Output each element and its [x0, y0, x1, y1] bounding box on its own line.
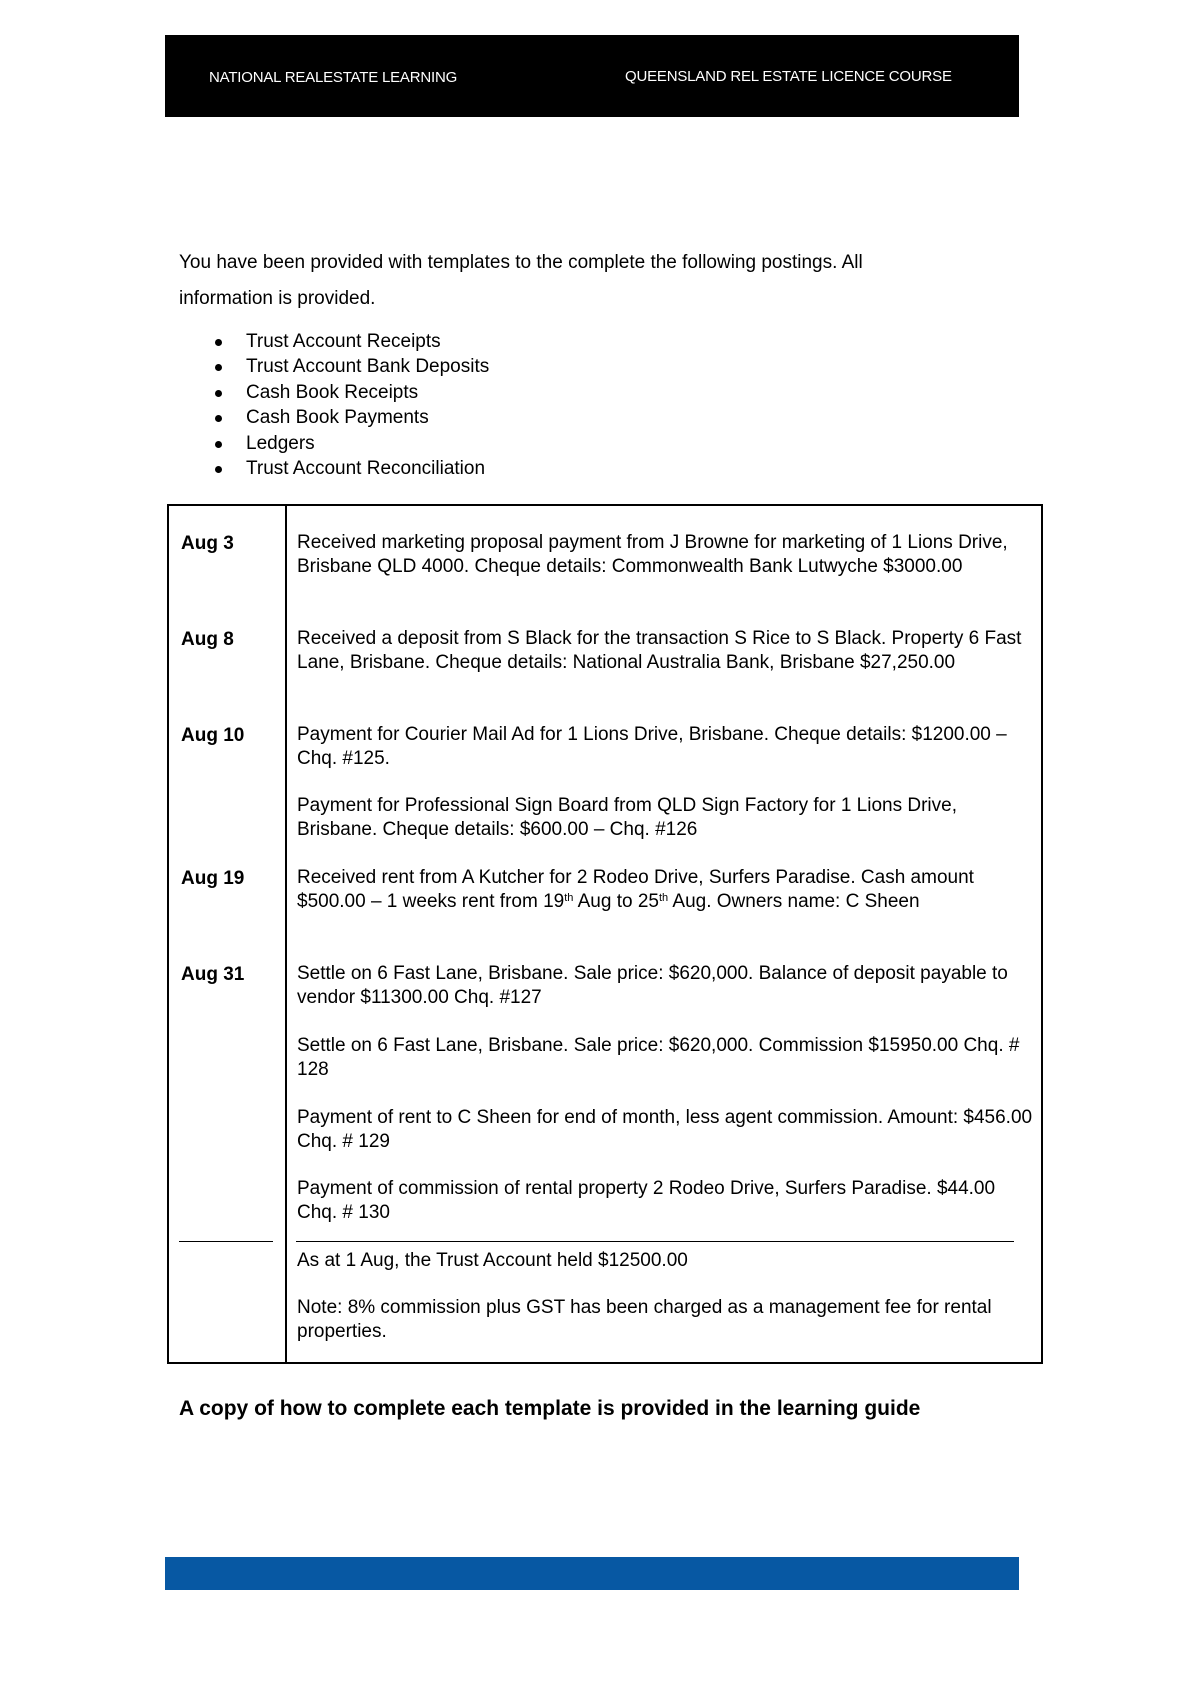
- bullet-icon: [215, 415, 222, 422]
- header-bar: [165, 35, 1019, 117]
- entry-courier-mail-ad: Payment for Courier Mail Ad for 1 Lions Drive, Brisbane. Cheque details: $1200.00 – Chq. #125.: [297, 724, 1007, 769]
- intro-line-2: information is provided.: [179, 288, 376, 309]
- transactions-table: [167, 504, 1043, 1364]
- bullet-icon: [215, 364, 222, 371]
- intro-paragraph: [179, 245, 959, 317]
- bullet-icon: [215, 390, 222, 397]
- separator-line: [296, 1241, 1014, 1242]
- footer-bar: [165, 1557, 1019, 1590]
- commission-note: Note: 8% commission plus GST has been charged as a management fee for rental properties.: [297, 1297, 992, 1342]
- list-item-label: Trust Account Receipts: [246, 331, 441, 352]
- date-aug-31: Aug 31: [181, 964, 245, 985]
- header-course-name: QUEENSLAND REL ESTATE LICENCE COURSE: [625, 68, 952, 85]
- list-item: [211, 354, 489, 379]
- date-aug-3: Aug 3: [181, 533, 234, 554]
- list-item-label: Ledgers: [246, 432, 315, 454]
- entry-marketing-payment: Received marketing proposal payment from J Browne for marketing of 1 Lions Drive, Brisbane QLD 4000. Cheque details: Commonwealth Bank Lutwyche $3000.00: [297, 532, 1008, 577]
- bullet-icon: [215, 466, 222, 473]
- opening-balance-note: As at 1 Aug, the Trust Account held $12500.00: [297, 1250, 688, 1271]
- postings-list: [211, 329, 489, 481]
- entry-sign-board: Payment for Professional Sign Board from QLD Sign Factory for 1 Lions Drive, Brisbane. Cheque details: $600.00 – Chq. #126: [297, 795, 957, 840]
- learning-guide-note: A copy of how to complete each template is provided in the learning guide: [179, 1397, 921, 1420]
- list-item-label: Trust Account Bank Deposits: [246, 356, 490, 378]
- entry-rental-commission: Payment of commission of rental property 2 Rodeo Drive, Surfers Paradise. $44.00 Chq. # 130: [297, 1178, 996, 1223]
- list-item-label: Cash Book Receipts: [246, 381, 419, 403]
- entry-deposit-s-black: Received a deposit from S Black for the transaction S Rice to S Black. Property 6 Fast Lane, Brisbane. Cheque details: National Australia Bank, Brisbane $27,250.00: [297, 628, 1022, 673]
- list-item-label: Cash Book Payments: [246, 407, 429, 429]
- list-item-label: Trust Account Reconciliation: [246, 457, 486, 479]
- rent-sup-2: th: [658, 892, 669, 904]
- entry-deposit-balance: Settle on 6 Fast Lane, Brisbane. Sale price: $620,000. Balance of deposit payable to vendor $11300.00 Chq. #127: [297, 963, 1008, 1008]
- date-aug-10: Aug 10: [181, 725, 245, 746]
- intro-line-1: You have been provided with templates to the complete the following postings. All: [179, 252, 863, 273]
- separator-line: [179, 1241, 273, 1242]
- date-aug-8: Aug 8: [181, 629, 234, 650]
- rent-text-b: Aug to 25: [573, 891, 659, 912]
- list-item: [211, 380, 489, 405]
- entry-rent-received: [297, 866, 1037, 914]
- bullet-icon: [215, 339, 222, 346]
- list-item: [211, 431, 489, 456]
- entry-rent-payment: Payment of rent to C Sheen for end of month, less agent commission. Amount: $456.00 Chq. # 129: [297, 1107, 1033, 1152]
- rent-sup-1: th: [564, 892, 574, 904]
- header-org-name: NATIONAL REALESTATE LEARNING: [209, 69, 458, 86]
- column-divider: [285, 506, 287, 1362]
- rent-text-c: Aug. Owners name: C Sheen: [668, 891, 920, 912]
- list-item: [211, 329, 489, 354]
- rent-text-a: Received rent from A Kutcher for 2 Rodeo Drive, Surfers Paradise. Cash amount $500.00 – 1 weeks rent from 19: [297, 867, 974, 912]
- date-aug-19: Aug 19: [181, 868, 245, 889]
- list-item: [211, 405, 489, 430]
- list-item: [211, 456, 489, 481]
- entry-commission: Settle on 6 Fast Lane, Brisbane. Sale price: $620,000. Commission $15950.00 Chq. # 128: [297, 1035, 1020, 1080]
- bullet-icon: [215, 441, 222, 448]
